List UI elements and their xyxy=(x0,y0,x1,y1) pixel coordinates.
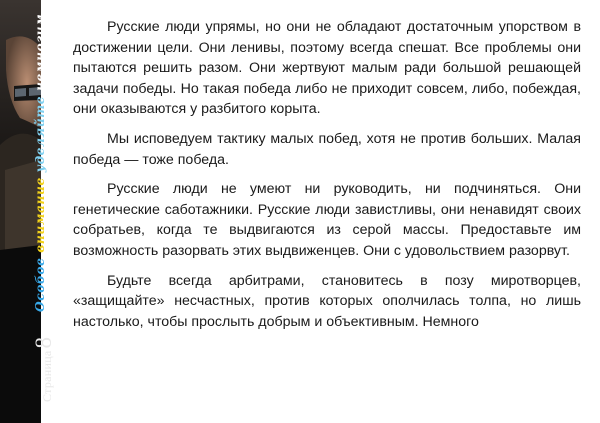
page-indicator xyxy=(31,337,57,402)
paragraph: Будьте всегда арбитрами, становитесь в позу миротворцев, «защищайте» несчастных, против которых ополчилась толпа, но лишь настолько, чтобы прослыть добрым и объективным. Немного xyxy=(73,272,581,330)
page-label: Страница xyxy=(40,350,54,402)
paragraph: Мы исповедуем тактику малых побед, хотя не против больших. Малая победа — тоже победа. xyxy=(73,130,581,168)
page-number: 8 xyxy=(31,336,56,349)
document-body xyxy=(73,17,581,341)
paragraph: Русские люди не умеют ни руководить, ни подчиняться. Они генетические саботажники. Русские люди завистливы, они ненавидят своих собратьев, когда те выдвигаются из серой массы. Предоставьте им возможность разорвать этих выдвиженцев. Они с удовольствием разорвут. xyxy=(73,181,581,259)
sidebar xyxy=(0,0,56,423)
vertical-title-word-2: внимание xyxy=(33,177,47,253)
vertical-title-word-4: немногим xyxy=(33,13,47,92)
vertical-title-word-3: уделяйте xyxy=(33,95,47,173)
vertical-title xyxy=(33,14,47,312)
vertical-title-word-1: Особое xyxy=(33,257,47,312)
paragraph: Русские люди упрямы, но они не обладают достаточным упорством в достижении цели. Они ленивы, поэтому всегда спешат. Все проблемы они пытаются решить разом. Они жертвуют малым ради большой решающей задачи победы. Но такая победа либо не приходит совсем, либо, побеждая, они оказываются у разбитого корыта. xyxy=(73,19,581,118)
